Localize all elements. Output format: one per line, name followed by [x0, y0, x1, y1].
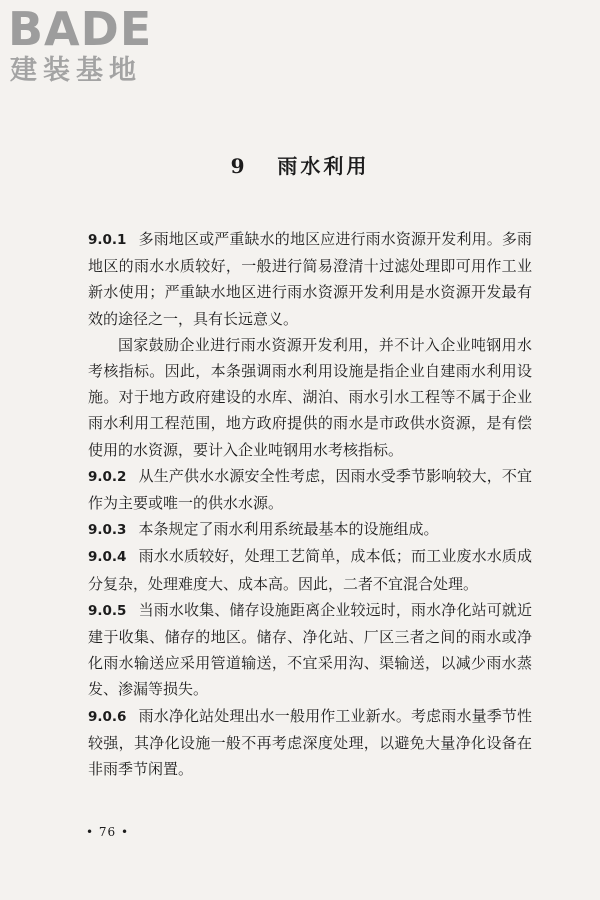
- bade-logo: [8, 4, 188, 94]
- clause-text: 当雨水收集、储存设施距离企业较远时，雨水净化站可就近建于收集、储存的地区。储存、净化站、厂区三者之间的雨水或净化雨水输送应采用管道输送，不宜采用沟、渠输送，以减少雨水蒸发、渗漏等损失。: [88, 600, 532, 699]
- clause-9-0-1-continued: [88, 332, 532, 463]
- clause-text: 国家鼓励企业进行雨水资源开发利用，并不计入企业吨钢用水考核指标。因此，本条强调雨水利用设施是指企业自建雨水利用设施。对于地方政府建设的水库、湖泊、雨水引水工程等不属于企业雨水利用工程范围，地方政府提供的雨水是市政供水资源，是有偿使用的水资源，要计入企业吨钢用水考核指标。: [88, 335, 532, 459]
- clause-number: 9.0.3: [88, 522, 127, 539]
- clause-9-0-5: [88, 597, 532, 703]
- clause-text: 从生产供水水源安全性考虑，因雨水受季节影响较大，不宜作为主要或唯一的供水水源。: [88, 466, 532, 513]
- clause-text: 本条规定了雨水利用系统最基本的设施组成。: [138, 520, 439, 539]
- logo-subtitle: 建装基地: [10, 55, 142, 86]
- page-number: • 76 •: [86, 825, 130, 839]
- clause-body: [88, 226, 532, 782]
- clause-9-0-2: [88, 463, 532, 516]
- clause-9-0-1: [88, 226, 532, 332]
- clause-9-0-6: [88, 703, 532, 783]
- chapter-name: 雨水利用: [277, 154, 370, 178]
- chapter-title: [0, 150, 600, 179]
- chapter-number: 9: [230, 154, 248, 178]
- clause-9-0-3: [88, 516, 532, 543]
- clause-number: 9.0.6: [88, 708, 127, 725]
- clause-number: 9.0.2: [88, 468, 127, 485]
- clause-9-0-4: [88, 543, 532, 596]
- clause-text: 多雨地区或严重缺水的地区应进行雨水资源开发利用。多雨地区的雨水水质较好，一般进行简易澄清十过滤处理即可用作工业新水使用；严重缺水地区进行雨水资源开发利用是水资源开发最有效的途径之一，具有长远意义。: [88, 230, 532, 328]
- clause-number: 9.0.5: [88, 602, 127, 619]
- clause-text: 雨水水质较好，处理工艺简单，成本低；而工业废水水质成分复杂，处理难度大、成本高。因此，二者不宜混合处理。: [88, 547, 532, 593]
- clause-number: 9.0.4: [88, 549, 127, 566]
- clause-number: 9.0.1: [88, 232, 127, 248]
- clause-text: 雨水净化站处理出水一般用作工业新水。考虑雨水量季节性较强，其净化设施一般不再考虑深度处理，以避免大量净化设备在非雨季节闲置。: [88, 706, 532, 779]
- logo-brand: BADE: [8, 2, 153, 56]
